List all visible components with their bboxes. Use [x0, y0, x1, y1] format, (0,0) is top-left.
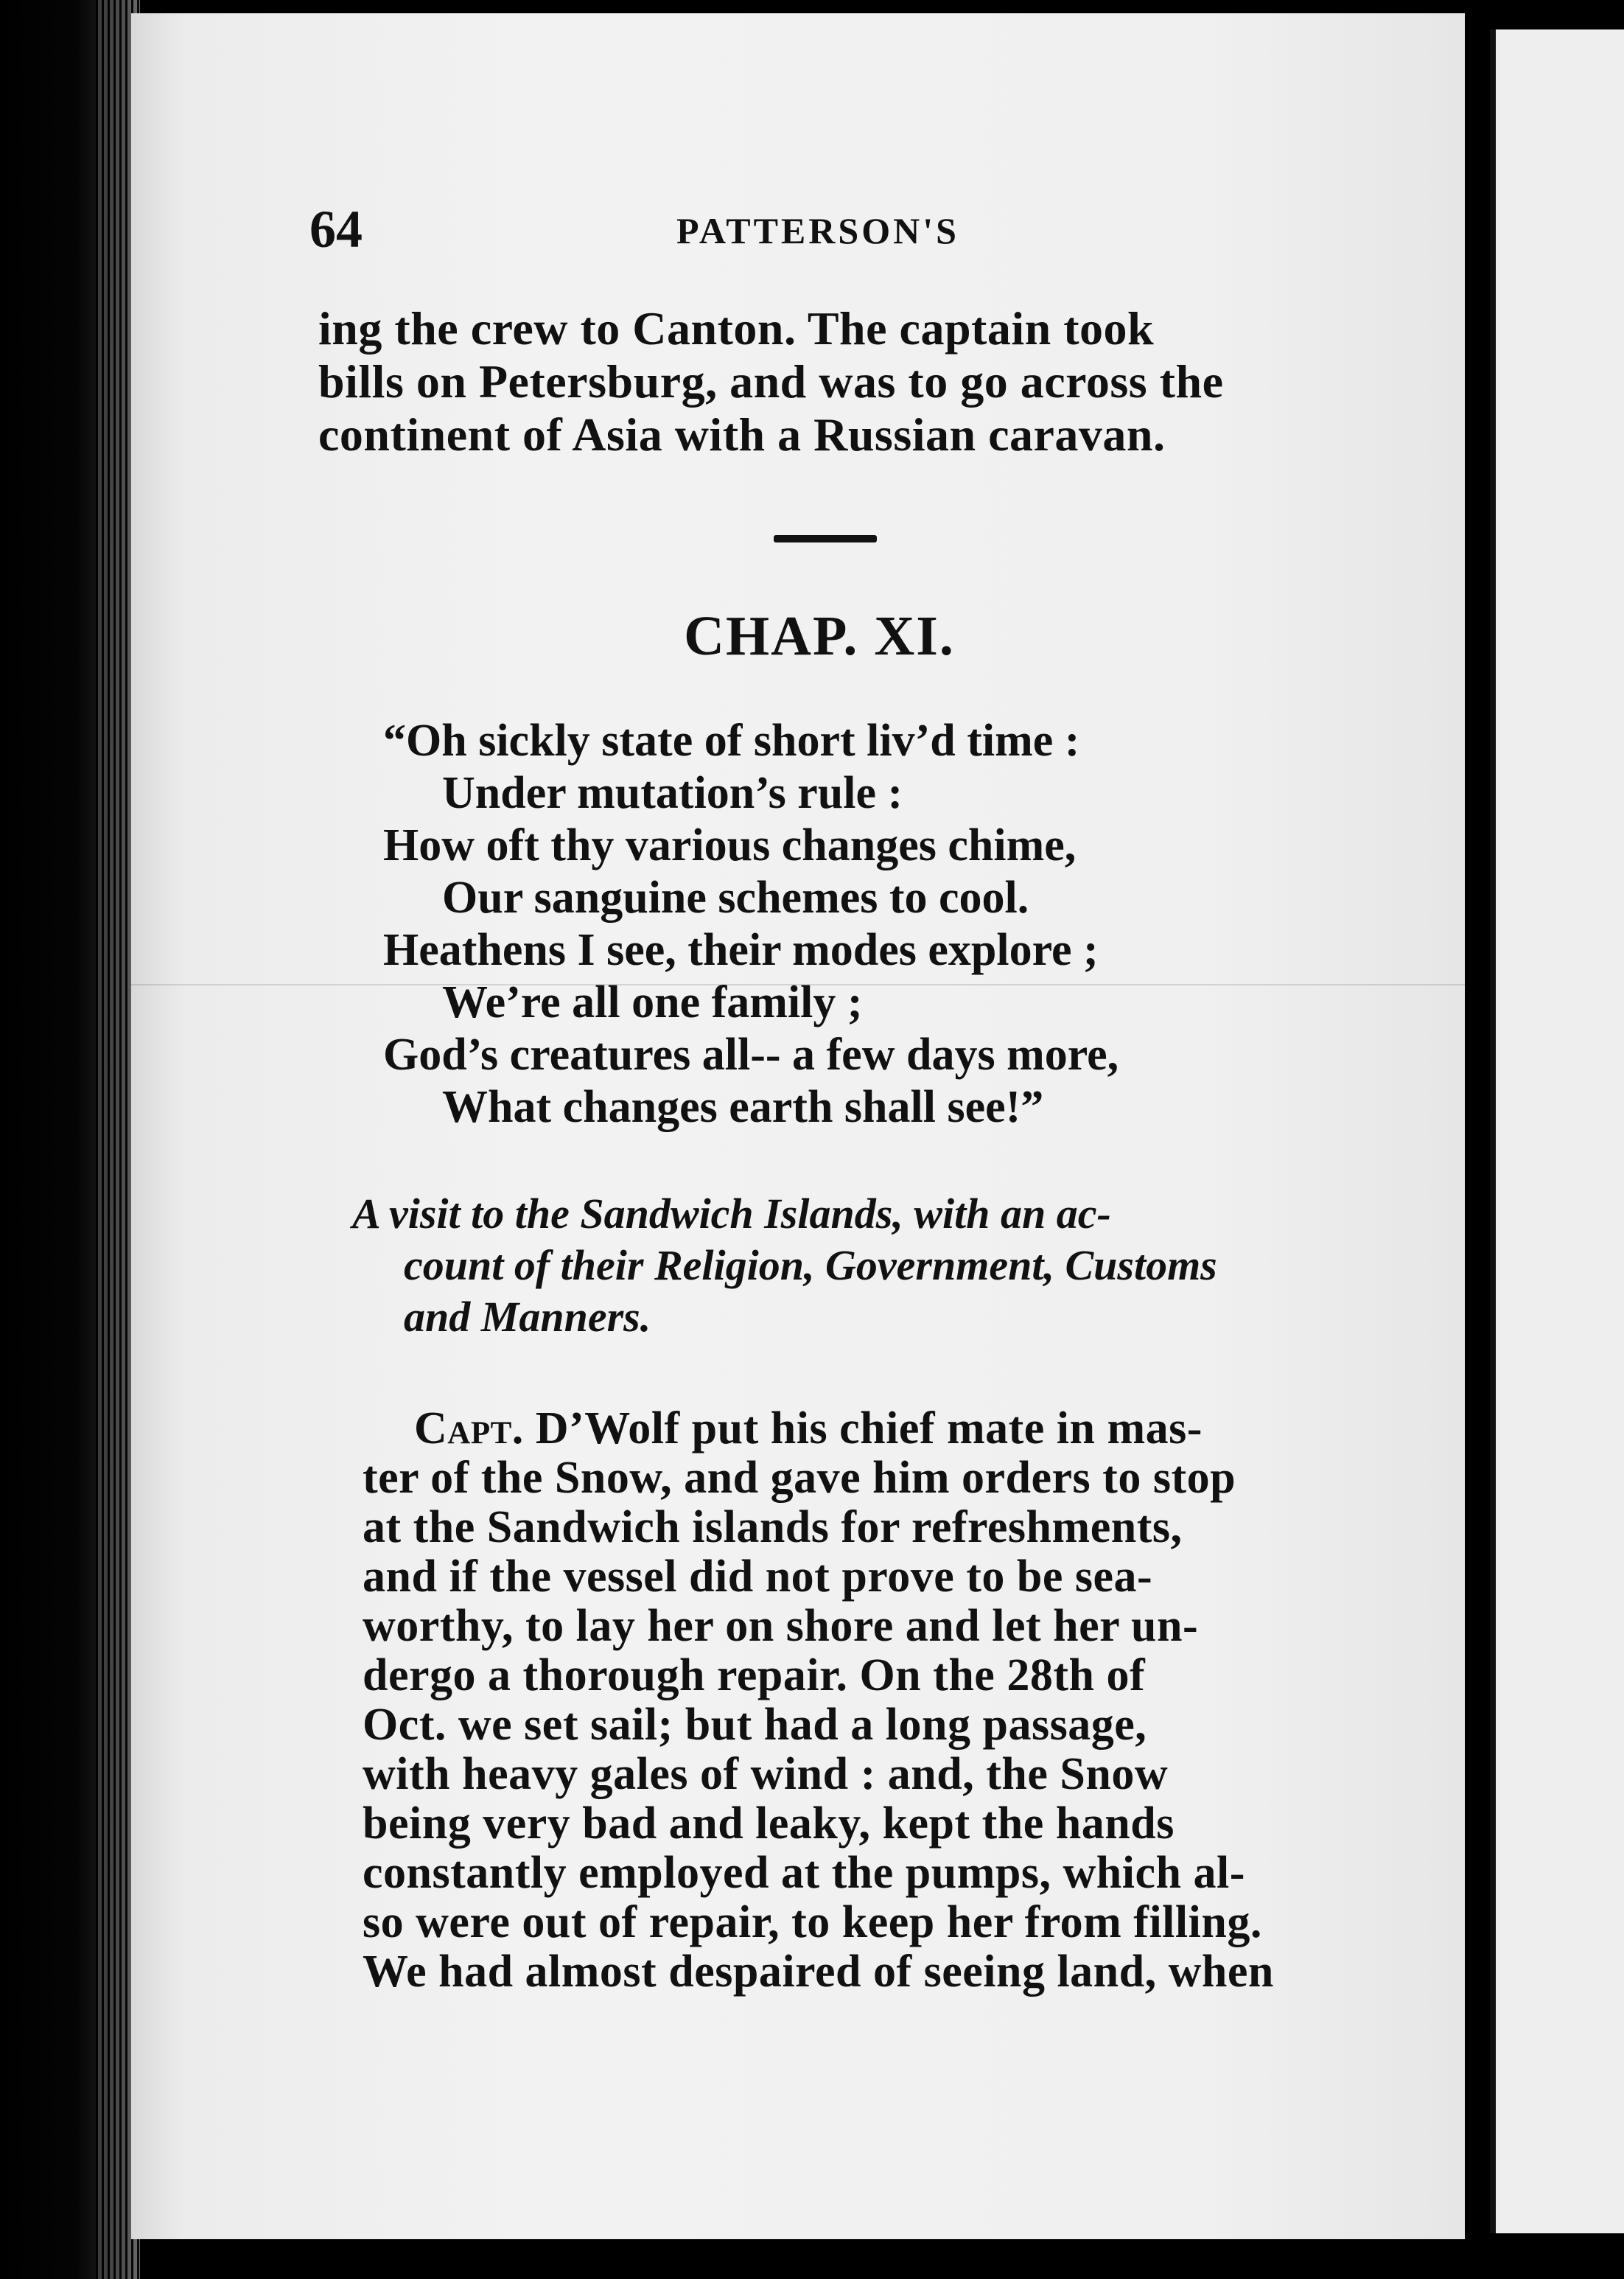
poem-line: Our sanguine schemes to cool. [442, 873, 1029, 923]
page-number: 64 [309, 200, 363, 259]
continued-paragraph [318, 302, 1343, 461]
text-line: bills on Petersburg, and was to go across the [318, 355, 1224, 408]
summary-line: and Manners. [404, 1293, 651, 1341]
text-line: We had almost despaired of seeing land, when [363, 1947, 1274, 1997]
text-line: and if the vessel did not prove to be sea- [363, 1552, 1153, 1602]
text-line: continent of Asia with a Russian caravan. [318, 408, 1166, 461]
opening-line-text: D’Wolf put his chief mate in mas- [523, 1403, 1203, 1453]
text-line: being very bad and leaky, kept the hands [363, 1798, 1175, 1849]
epigraph-poem [383, 715, 1267, 1134]
text-line: constantly employed at the pumps, which al- [363, 1848, 1245, 1898]
running-head: PATTERSON'S [676, 210, 959, 251]
facing-page-edge [1490, 29, 1624, 2233]
text-line: so were out of repair, to keep her from filling. [363, 1897, 1262, 1947]
opening-word: Capt. [414, 1403, 524, 1453]
summary-line: A visit to the Sandwich Islands, with an ac- [352, 1190, 1111, 1238]
text-line: worthy, to lay her on shore and let her un- [363, 1601, 1199, 1651]
text-line: ing the crew to Canton. The captain took [318, 302, 1155, 355]
poem-line: We’re all one family ; [442, 977, 863, 1027]
chapter-summary [352, 1188, 1384, 1343]
summary-line: count of their Religion, Government, Customs [404, 1241, 1217, 1289]
poem-line: “Oh sickly state of short liv’d time : [383, 716, 1080, 766]
text-line [363, 1404, 1387, 1453]
poem-line: How oft thy various changes chime, [383, 820, 1077, 870]
text-line: ter of the Snow, and gave him orders to stop [363, 1453, 1236, 1503]
text-line: dergo a thorough repair. On the 28th of [363, 1650, 1146, 1700]
text-line: at the Sandwich islands for refreshments, [363, 1502, 1183, 1552]
poem-line: God’s creatures all-- a few days more, [383, 1030, 1119, 1080]
text-line: with heavy gales of wind : and, the Snow [363, 1749, 1169, 1799]
body-paragraph [363, 1404, 1387, 1997]
text-line: Oct. we set sail; but had a long passage, [363, 1700, 1147, 1750]
section-divider [774, 535, 877, 542]
poem-line: What changes earth shall see!” [442, 1082, 1044, 1132]
poem-line: Under mutation’s rule : [442, 768, 903, 818]
chapter-heading: CHAP. XI. [684, 605, 955, 667]
poem-line: Heathens I see, their modes explore ; [383, 925, 1099, 975]
page-header [309, 199, 1341, 265]
